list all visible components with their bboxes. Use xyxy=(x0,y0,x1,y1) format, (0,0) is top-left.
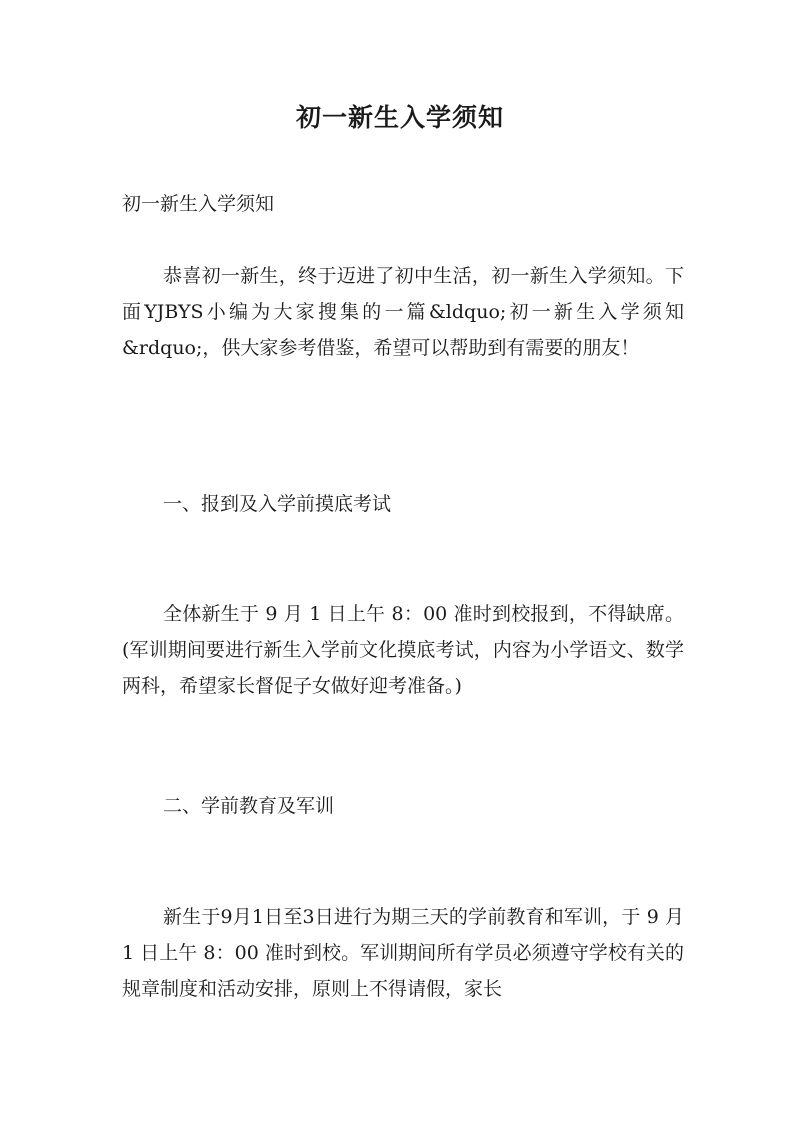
registration-paragraph: 全体新生于 9 月 1 日上午 8：00 准时到校报到，不得缺席。(军训期间要进行新生入学前文化摸底考试，内容为小学语文、数学两科，希望家长督促子女做好迎考准备。) xyxy=(122,603,684,697)
military-training-paragraph: 新生于9月1日至3日进行为期三天的学前教育和军训，于 9 月 1 日上午 8：00 准时到校。军训期间所有学员必须遵守学校有关的规章制度和活动安排，原则上不得请假，家长 xyxy=(122,906,684,1000)
document-subtitle: 初一新生入学须知 xyxy=(122,193,275,215)
section-heading-registration: 一、报到及入学前摸底考试 xyxy=(163,493,392,515)
document-title: 初一新生入学须知 xyxy=(295,103,504,132)
intro-paragraph: 恭喜初一新生，终于迈进了初中生活，初一新生入学须知。下面YJBYS小编为大家搜集的一篇&ldquo;初一新生入学须知&rdquo;，供大家参考借鉴，希望可以帮助到有需要的朋友！ xyxy=(122,265,684,359)
section-heading-military-training: 二、学前教育及军训 xyxy=(163,795,335,817)
